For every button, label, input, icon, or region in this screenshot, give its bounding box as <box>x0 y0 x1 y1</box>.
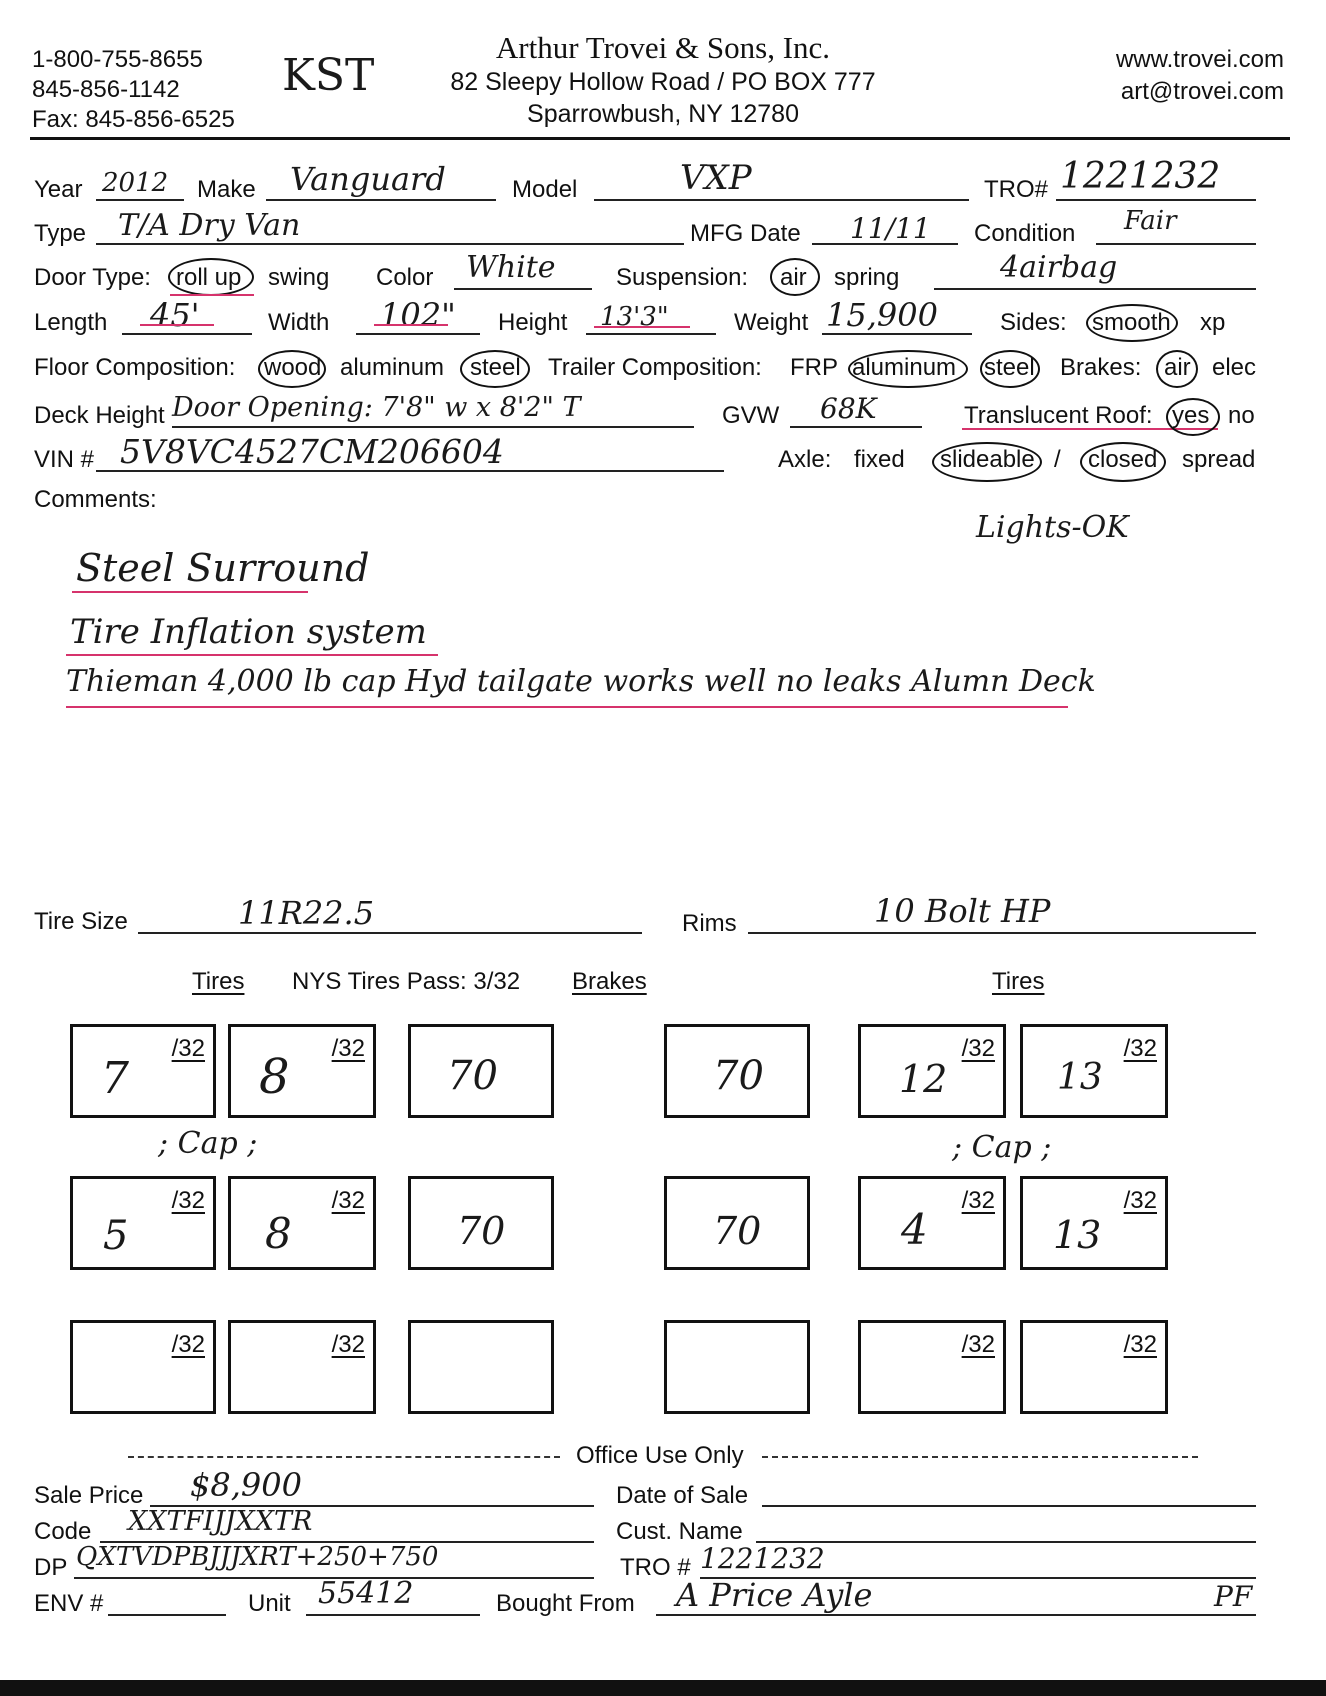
office-divider-left <box>128 1456 560 1458</box>
brake-percent: 70 <box>457 1209 506 1253</box>
trailer-steel-option[interactable]: steel <box>984 354 1035 381</box>
suspension-air-circle <box>770 258 820 296</box>
length-underline <box>140 324 214 326</box>
weight-label: Weight <box>734 309 809 336</box>
initials-handwritten: KST <box>282 50 375 101</box>
comments-label: Comments: <box>34 486 157 513</box>
brake-box[interactable] <box>408 1024 554 1118</box>
phone-1: 1-800-755-8655 <box>32 46 203 73</box>
gvw-label: GVW <box>722 402 780 429</box>
type-line <box>96 243 684 245</box>
tire-size-line <box>138 932 642 934</box>
deck-height-line <box>172 426 694 428</box>
initials-bottom: PF <box>1214 1580 1253 1613</box>
sale-price-label: Sale Price <box>34 1482 144 1509</box>
mfg-date-value[interactable]: 11/11 <box>850 212 931 245</box>
comment-3-underline <box>66 706 1068 708</box>
width-label: Width <box>268 309 330 336</box>
tire-box[interactable]: /32 13 <box>1020 1176 1168 1270</box>
nys-pass-note: NYS Tires Pass: 3/32 <box>292 968 521 995</box>
tread-depth: 13 <box>1057 1057 1103 1098</box>
axle-spread-option[interactable]: spread <box>1182 446 1256 473</box>
sides-smooth-circle <box>1086 304 1178 342</box>
mfg-date-label: MFG Date <box>690 220 801 247</box>
vin-label: VIN # <box>34 446 95 473</box>
bought-from-label: Bought From <box>496 1590 635 1617</box>
tire-box[interactable]: /32 12 <box>858 1024 1006 1118</box>
company-email: art@trovei.com <box>1120 78 1284 105</box>
unit-value[interactable]: 55412 <box>318 1576 414 1611</box>
header-divider <box>30 137 1290 140</box>
tire-size-value[interactable]: 11R22.5 <box>238 894 375 932</box>
roof-yes-option[interactable]: yes <box>1172 402 1210 429</box>
comment-2-underline <box>66 654 438 656</box>
length-value[interactable]: 45' <box>150 296 200 334</box>
tire-box[interactable]: /32 <box>228 1320 376 1414</box>
type-label: Type <box>34 220 87 247</box>
year-label: Year <box>34 176 83 203</box>
comment-1-underline <box>72 591 308 593</box>
axle-label: Axle: <box>778 446 832 473</box>
trailer-steel-circle <box>980 350 1040 388</box>
comment-line-1: Steel Surround <box>76 546 370 590</box>
condition-line <box>1096 243 1256 245</box>
bought-from-value[interactable]: A Price Ayle <box>676 1576 873 1614</box>
cap-note-left: ; Cap ; <box>158 1126 258 1161</box>
tire-box[interactable]: /32 8 <box>228 1176 376 1270</box>
model-line <box>594 199 969 201</box>
door-swing-option[interactable]: swing <box>268 264 330 291</box>
height-underline <box>594 326 690 328</box>
axle-slideable-option[interactable]: slideable <box>940 446 1035 473</box>
sides-xp-option[interactable]: xp <box>1200 309 1226 336</box>
scan-edge <box>0 1680 1326 1696</box>
axle-closed-option[interactable]: closed <box>1088 446 1158 473</box>
comment-line-2: Tire Inflation system <box>70 612 427 652</box>
deck-height-value[interactable]: Door Opening: 7'8" w x 8'2" T <box>172 392 581 423</box>
brakes-label: Brakes: <box>1060 354 1142 381</box>
translucent-roof-label: Translucent Roof: <box>964 402 1153 429</box>
width-underline <box>374 324 448 326</box>
tire-box[interactable]: /32 7 <box>70 1024 216 1118</box>
tire-box[interactable]: /32 <box>70 1320 216 1414</box>
brake-box[interactable] <box>408 1176 554 1270</box>
unit-line <box>306 1614 480 1616</box>
tire-size-label: Tire Size <box>34 908 128 935</box>
rims-line <box>748 932 1256 934</box>
width-value[interactable]: 102" <box>380 296 456 334</box>
tro-line <box>1056 199 1256 201</box>
cust-name-line <box>756 1541 1256 1543</box>
suspension-note[interactable]: 4airbag <box>1000 250 1118 285</box>
tread-depth: 13 <box>1053 1213 1102 1257</box>
tires-left-header: Tires <box>192 968 245 995</box>
brake-box[interactable] <box>664 1320 810 1414</box>
brake-box[interactable] <box>664 1176 810 1270</box>
door-roll-up-option[interactable]: roll up <box>176 264 242 291</box>
year-value[interactable]: 2012 <box>102 168 169 198</box>
tire-box[interactable]: /32 <box>858 1320 1006 1414</box>
rims-value[interactable]: 10 Bolt HP <box>874 892 1051 930</box>
tread-depth: 5 <box>103 1213 129 1259</box>
height-line <box>586 333 716 335</box>
floor-comp-label: Floor Composition: <box>34 354 236 381</box>
type-value[interactable]: T/A Dry Van <box>118 208 301 243</box>
axle-slideable-circle <box>932 442 1042 482</box>
date-of-sale-line <box>762 1505 1256 1507</box>
brake-percent: 70 <box>713 1209 762 1253</box>
door-type-label: Door Type: <box>34 264 151 291</box>
tire-box[interactable]: /32 <box>1020 1320 1168 1414</box>
sides-smooth-option[interactable]: smooth <box>1092 309 1171 336</box>
tire-box[interactable]: /32 8 <box>228 1024 376 1118</box>
tread-depth: 4 <box>901 1205 928 1254</box>
company-name: Arthur Trovei & Sons, Inc. <box>495 30 831 65</box>
model-label: Model <box>512 176 578 203</box>
brake-box[interactable] <box>408 1320 554 1414</box>
roll-up-circle <box>168 258 254 296</box>
axle-fixed-option[interactable]: fixed <box>854 446 905 473</box>
sale-price-value[interactable]: $8,900 <box>190 1466 302 1504</box>
brake-percent: 70 <box>713 1053 764 1099</box>
suspension-line <box>934 288 1256 290</box>
company-address-1: 82 Sleepy Hollow Road / PO BOX 777 <box>450 68 876 96</box>
sides-label: Sides: <box>1000 309 1067 336</box>
cust-name-label: Cust. Name <box>616 1518 743 1545</box>
tread-depth: 7 <box>101 1053 129 1104</box>
condition-value[interactable]: Fair <box>1124 206 1177 236</box>
date-of-sale-label: Date of Sale <box>616 1482 749 1509</box>
deck-height-label: Deck Height <box>34 402 165 429</box>
trailer-frp-option[interactable]: FRP <box>790 354 838 381</box>
floor-steel-option[interactable]: steel <box>470 354 521 381</box>
fax-number: Fax: 845-856-6525 <box>32 106 235 133</box>
bought-from-line <box>656 1614 1256 1616</box>
tro-label: TRO# <box>984 176 1049 203</box>
env-label: ENV # <box>34 1590 104 1617</box>
height-label: Height <box>498 309 568 336</box>
trailer-comp-label: Trailer Composition: <box>548 354 762 381</box>
condition-label: Condition <box>974 220 1076 247</box>
dp-label: DP <box>34 1554 68 1581</box>
floor-wood-circle <box>258 350 326 388</box>
office-use-label: Office Use Only <box>576 1442 744 1469</box>
phone-2: 845-856-1142 <box>32 76 180 103</box>
rims-label: Rims <box>682 910 737 937</box>
suspension-spring-option[interactable]: spring <box>834 264 900 291</box>
gvw-value[interactable]: 68K <box>820 392 877 425</box>
tread-depth: 8 <box>265 1209 292 1258</box>
roof-no-option[interactable]: no <box>1228 402 1255 429</box>
comment-line-3: Thieman 4,000 lb cap Hyd tailgate works well no leaks Alumn Deck <box>66 664 1096 699</box>
make-line <box>266 199 496 201</box>
floor-wood-option[interactable]: wood <box>264 354 322 381</box>
axle-slash: / <box>1054 446 1061 473</box>
brakes-column-header: Brakes <box>572 968 647 995</box>
height-value[interactable]: 13'3" <box>600 302 669 332</box>
brakes-elec-option[interactable]: elec <box>1212 354 1257 381</box>
company-address-2: Sparrowbush, NY 12780 <box>527 100 799 128</box>
dp-value[interactable]: QXTVDPBJJJXRT+250+750 <box>76 1542 439 1572</box>
color-label: Color <box>376 264 434 291</box>
floor-steel-circle <box>460 350 530 388</box>
vin-value[interactable]: 5V8VC4527CM206604 <box>120 432 504 471</box>
color-value[interactable]: White <box>466 250 556 285</box>
brake-box[interactable] <box>664 1024 810 1118</box>
company-website: www.trovei.com <box>1115 46 1284 73</box>
tire-box[interactable]: /32 5 <box>70 1176 216 1270</box>
suspension-air-option[interactable]: air <box>780 264 807 291</box>
tires-right-header: Tires <box>992 968 1045 995</box>
tire-box[interactable]: /32 4 <box>858 1176 1006 1270</box>
trailer-aluminum-circle <box>848 350 968 388</box>
code-label: Code <box>34 1518 92 1545</box>
trailer-aluminum-option[interactable]: aluminum <box>852 354 957 381</box>
tread-depth: 12 <box>899 1057 948 1101</box>
tro-2-label: TRO # <box>620 1554 691 1581</box>
cap-note-right: ; Cap ; <box>952 1130 1052 1165</box>
axle-closed-circle <box>1080 442 1166 482</box>
roof-yes-circle <box>1166 398 1220 436</box>
suspension-label: Suspension: <box>616 264 749 291</box>
tread-depth: 8 <box>259 1049 290 1105</box>
make-value[interactable]: Vanguard <box>290 160 446 198</box>
tro-2-value[interactable]: 1221232 <box>700 1542 825 1575</box>
env-line <box>108 1614 226 1616</box>
model-value[interactable]: VXP <box>680 158 752 198</box>
brake-percent: 70 <box>447 1053 498 1099</box>
weight-value[interactable]: 15,900 <box>826 296 938 334</box>
tro-value[interactable]: 1221232 <box>1060 156 1221 197</box>
code-value[interactable]: XXTFIJJXXTR <box>128 1506 313 1537</box>
make-label: Make <box>197 176 256 203</box>
brakes-air-circle <box>1156 350 1198 388</box>
lights-note: Lights-OK <box>976 510 1129 545</box>
tire-box[interactable]: /32 13 <box>1020 1024 1168 1118</box>
color-line <box>454 288 592 290</box>
brakes-air-option[interactable]: air <box>1164 354 1191 381</box>
office-divider-right <box>762 1456 1198 1458</box>
year-line <box>96 199 184 201</box>
floor-aluminum-option[interactable]: aluminum <box>340 354 445 381</box>
length-label: Length <box>34 309 108 336</box>
unit-label: Unit <box>248 1590 291 1617</box>
gvw-line <box>790 426 922 428</box>
